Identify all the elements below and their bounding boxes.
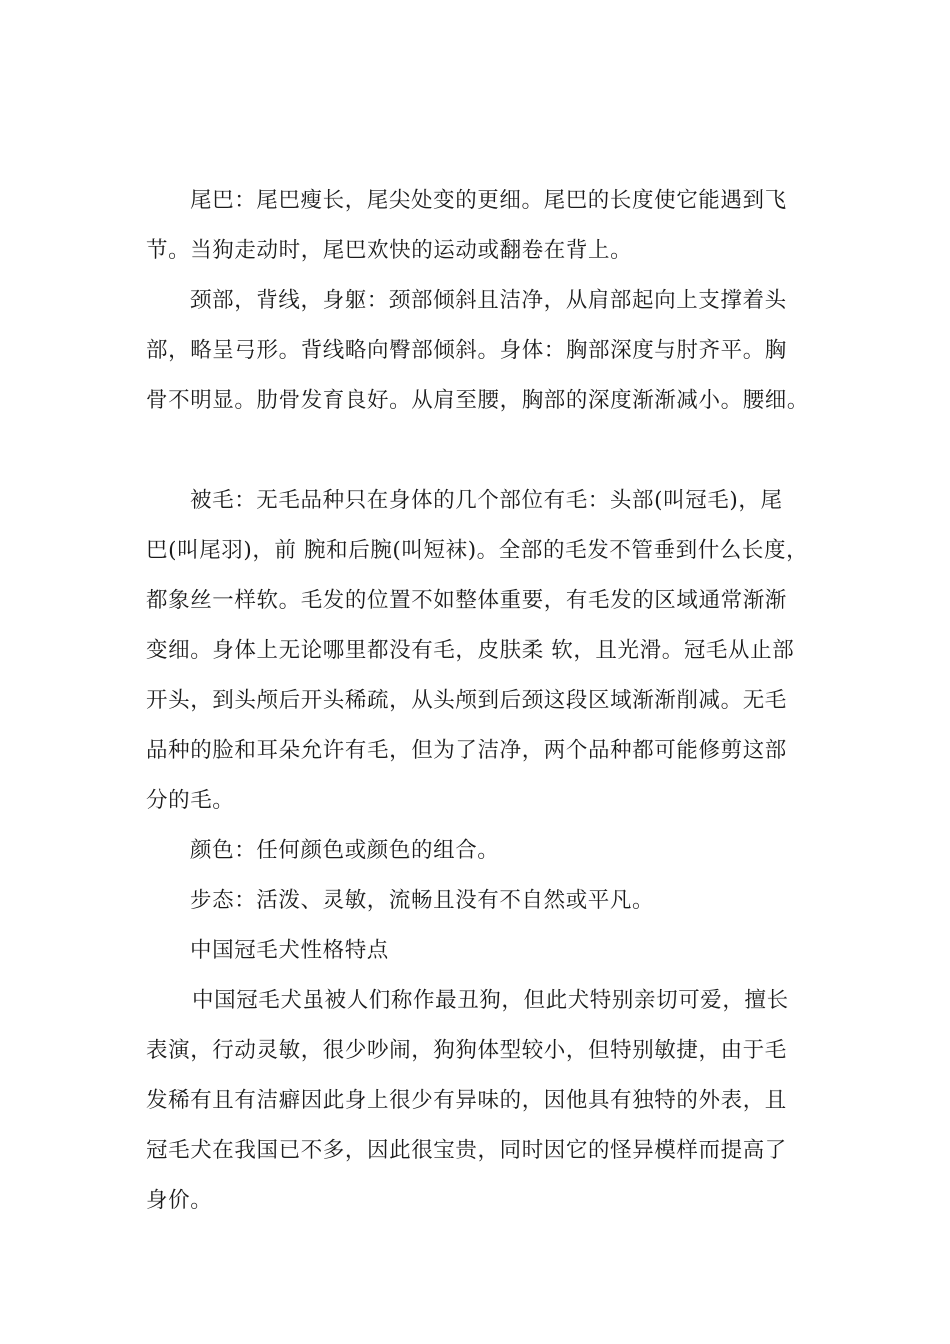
paragraph-tail-line-1: 尾巴：尾巴瘦长，尾尖处变的更细。尾巴的长度使它能遇到飞	[190, 188, 787, 213]
paragraph-temperament-line-2: 表演，行动灵敏，很少吵闹，狗狗体型较小，但特别敏捷，由于毛	[146, 1038, 787, 1063]
paragraph-temperament-line-5: 身价。	[146, 1188, 213, 1213]
paragraph-coat-line-4: 变细。身体上无论哪里都没有毛，皮肤柔 软，且光滑。冠毛从止部	[146, 638, 795, 663]
paragraph-coat-line-7: 分的毛。	[146, 788, 235, 813]
paragraph-gait: 步态：活泼、灵敏，流畅且没有不自然或平凡。	[190, 888, 655, 913]
paragraph-coat-line-1: 被毛：无毛品种只在身体的几个部位有毛：头部(叫冠毛)，尾	[190, 488, 783, 513]
paragraph-color: 颜色：任何颜色或颜色的组合。	[190, 838, 500, 863]
paragraph-neck-line-1: 颈部，背线，身躯：颈部倾斜且洁净，从肩部起向上支撑着头	[190, 288, 787, 313]
paragraph-coat-line-2: 巴(叫尾羽)，前 腕和后腕(叫短袜)。全部的毛发不管垂到什么长度，	[146, 538, 809, 563]
paragraph-temperament-line-1: 中国冠毛犬虽被人们称作最丑狗，但此犬特别亲切可爱，擅长	[192, 988, 789, 1013]
paragraph-neck-line-3: 骨不明显。肋骨发育良好。从肩至腰，胸部的深度渐渐减小。腰细。	[146, 388, 810, 413]
paragraph-coat-line-3: 都象丝一样软。毛发的位置不如整体重要，有毛发的区域通常渐渐	[146, 588, 787, 613]
paragraph-temperament-line-4: 冠毛犬在我国已不多，因此很宝贵，同时因它的怪异模样而提高了	[146, 1138, 787, 1163]
paragraph-coat-line-6: 品种的脸和耳朵允许有毛，但为了洁净，两个品种都可能修剪这部	[146, 738, 787, 763]
paragraph-temperament-line-3: 发稀有且有洁癖因此身上很少有异味的，因他具有独特的外表，且	[146, 1088, 787, 1113]
paragraph-tail-line-2: 节。当狗走动时，尾巴欢快的运动或翻卷在背上。	[146, 238, 633, 263]
section-heading: 中国冠毛犬性格特点	[190, 938, 389, 963]
paragraph-neck-line-2: 部，略呈弓形。背线略向臀部倾斜。身体：胸部深度与肘齐平。胸	[146, 338, 787, 363]
paragraph-coat-line-5: 开头，到头颅后开头稀疏，从头颅到后颈这段区域渐渐削减。无毛	[146, 688, 787, 713]
